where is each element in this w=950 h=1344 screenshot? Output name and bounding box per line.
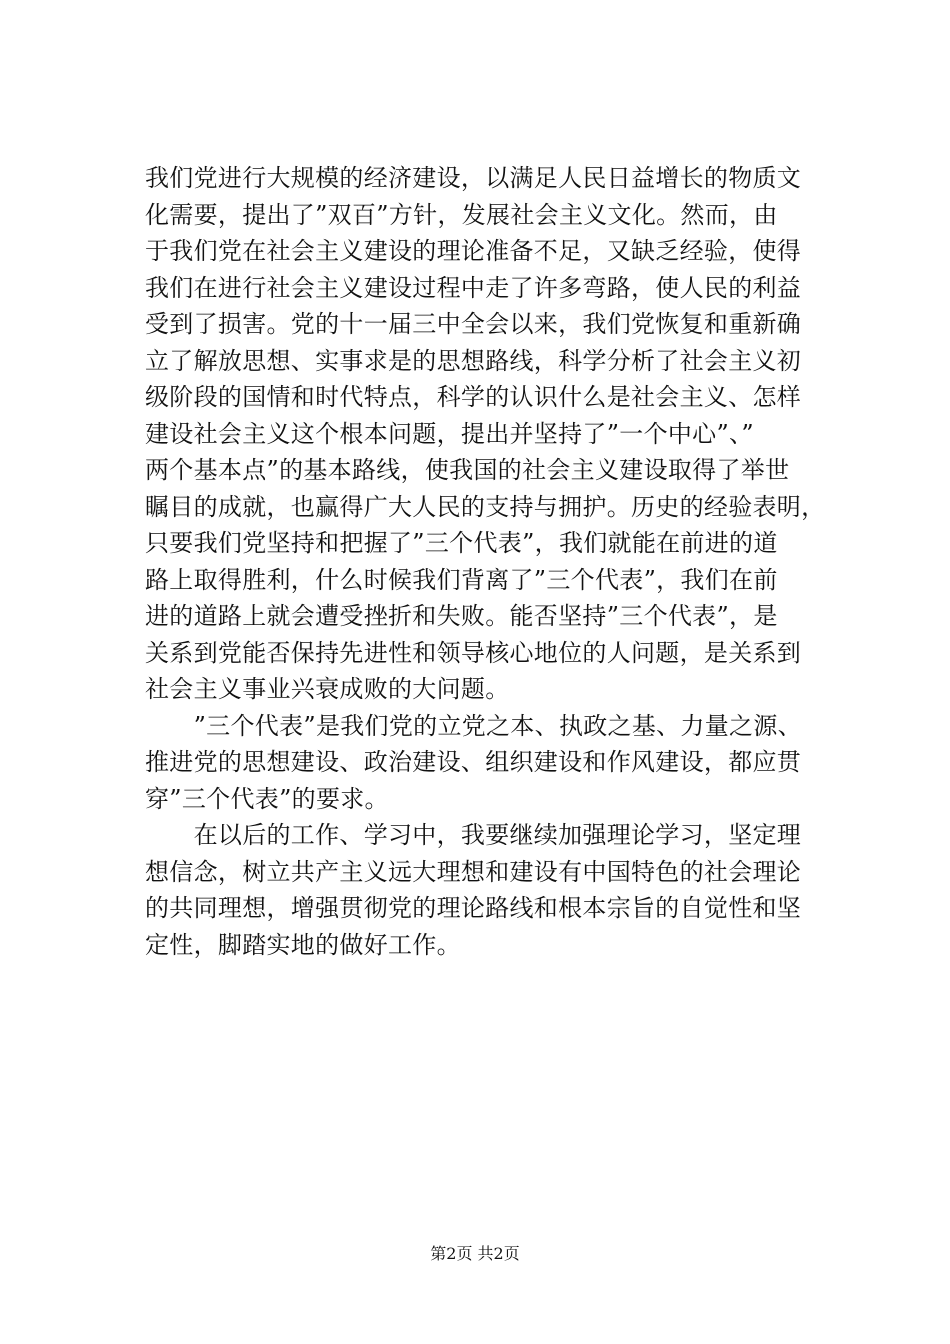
text-line: 路上取得胜利，什么时候我们背离了”三个代表”，我们在前	[145, 565, 778, 594]
text-line: 瞩目的成就，也赢得广大人民的支持与拥护。历史的经验表明，	[145, 492, 826, 521]
text-line: 社会主义事业兴衰成败的大问题。	[145, 675, 510, 703]
text-line: 化需要，提出了”双百”方针，发展社会主义文化。然而，由	[145, 200, 778, 229]
document-body	[145, 160, 835, 963]
text-line: 受到了损害。党的十一届三中全会以来，我们党恢复和重新确	[145, 310, 802, 338]
text-line: 立了解放思想、实事求是的思想路线，科学分析了社会主义初	[145, 346, 802, 375]
text-line: 只要我们党坚持和把握了”三个代表”，我们就能在前进的道	[145, 529, 778, 557]
text-line: 穿”三个代表”的要求。	[145, 784, 389, 813]
text-line: 关系到党能否保持先进性和领导核心地位的人问题，是关系到	[145, 638, 802, 667]
text-line: 推进党的思想建设、政治建设、组织建设和作风建设，都应贯	[145, 748, 802, 776]
text-line: 两个基本点”的基本路线，使我国的社会主义建设取得了举世	[145, 456, 790, 484]
text-line: 在以后的工作、学习中，我要继续加强理论学习，坚定理	[145, 821, 802, 849]
text-line: 级阶段的国情和时代特点，科学的认识什么是社会主义、怎样	[145, 383, 802, 411]
text-line: 想信念，树立共产主义远大理想和建设有中国特色的社会理论	[145, 857, 802, 886]
text-line: 我们党进行大规模的经济建设，以满足人民日益增长的物质文	[145, 164, 802, 192]
text-line: 定性，脚踏实地的做好工作。	[145, 930, 461, 959]
text-line: ”三个代表”是我们党的立党之本、执政之基、力量之源、	[145, 711, 802, 740]
text-line: 我们在进行社会主义建设过程中走了许多弯路，使人民的利益	[145, 273, 802, 302]
text-line: 建设社会主义这个根本问题，提出并坚持了”一个中心”、”	[145, 419, 754, 448]
text-line: 进的道路上就会遭受挫折和失败。能否坚持”三个代表”，是	[145, 602, 778, 630]
page-footer: 第2页 共2页	[430, 1244, 520, 1263]
text-line: 的共同理想，增强贯彻党的理论路线和根本宗旨的自觉性和坚	[145, 894, 802, 922]
text-line: 于我们党在社会主义建设的理论准备不足，又缺乏经验，使得	[145, 237, 802, 265]
